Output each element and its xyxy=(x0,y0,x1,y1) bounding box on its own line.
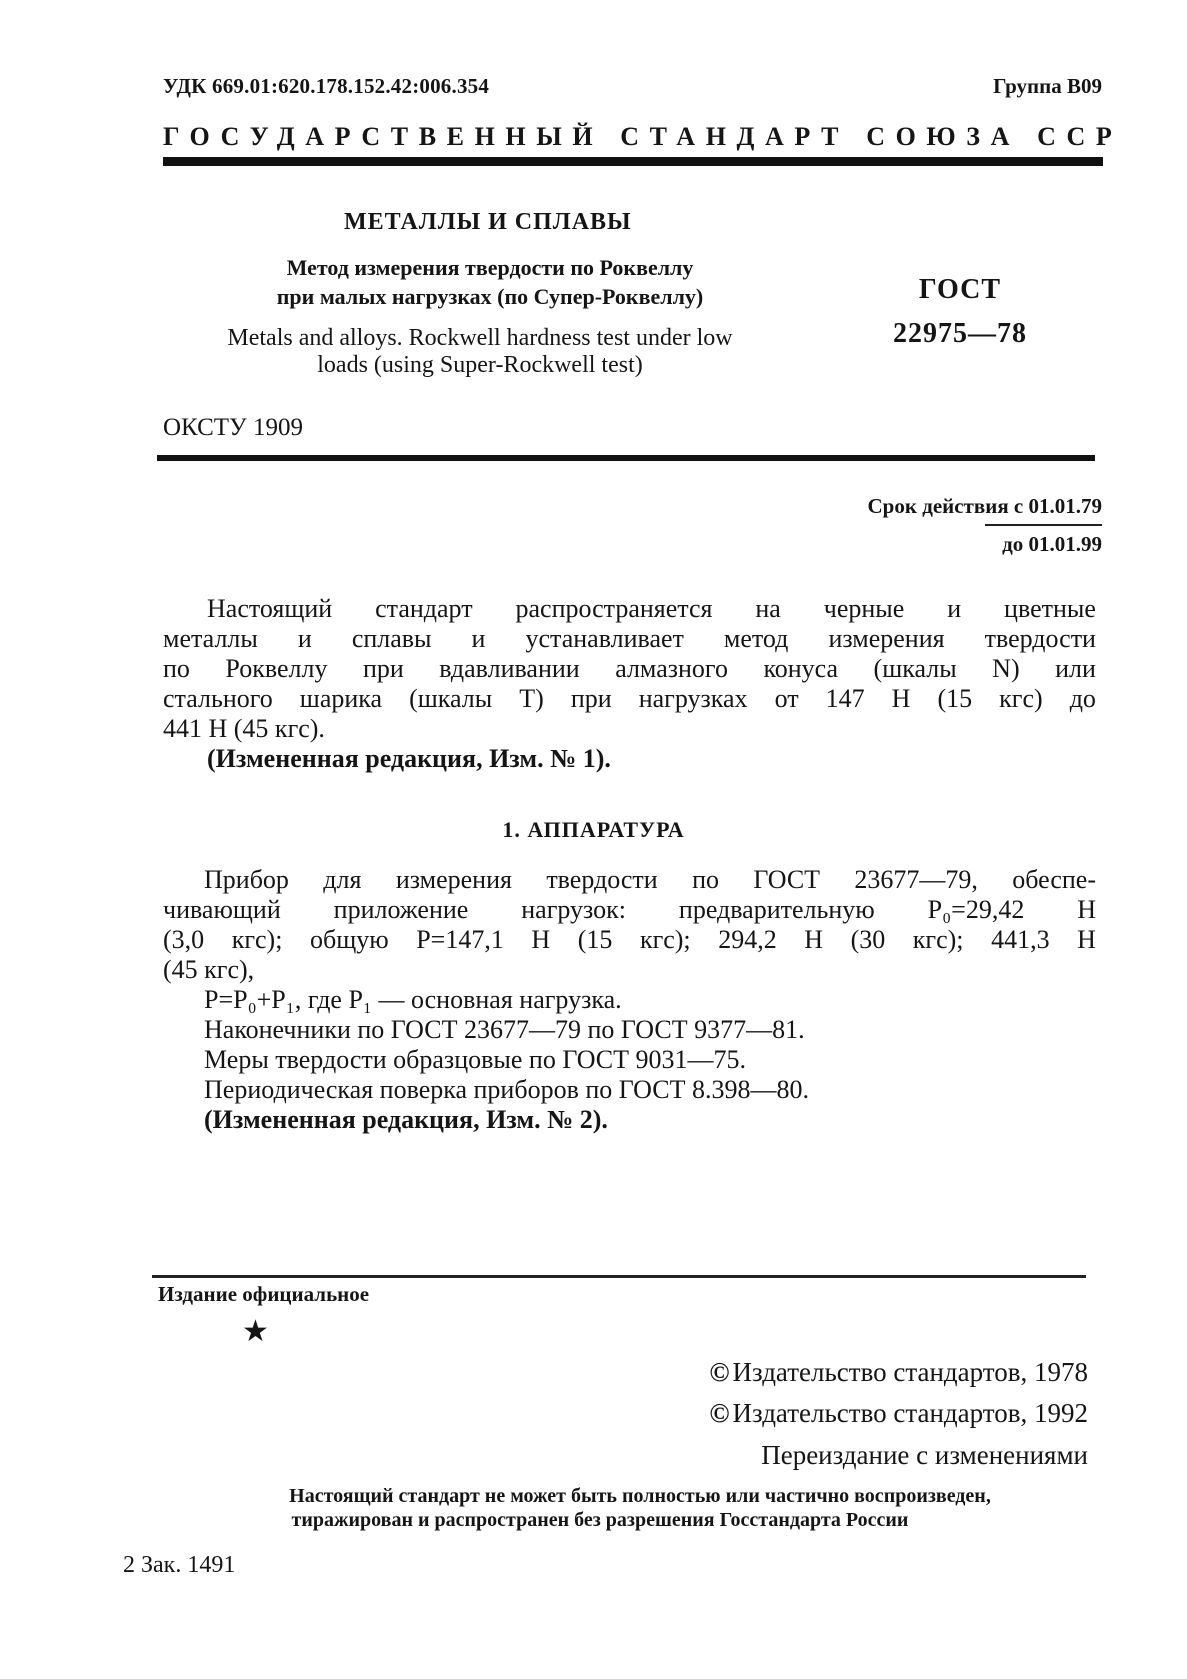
reprint-note: Переиздание с изменениями xyxy=(761,1440,1088,1470)
group-code: Группа В09 xyxy=(993,74,1102,98)
subtitle-line-1: Метод измерения твердости по Роквеллу xyxy=(286,255,694,280)
verification-reference: Периодическая поверка приборов по ГОСТ 8.398—80. xyxy=(204,1075,809,1104)
star-icon: ★ xyxy=(242,1315,269,1348)
gost-label: ГОСТ xyxy=(918,274,1002,305)
section-line-4: (45 кгс), xyxy=(163,955,255,984)
copyright-1992 xyxy=(709,1398,1088,1429)
copyright-notice-line-1: Настоящий стандарт не может быть полностью или частично воспроизведен, xyxy=(289,1485,991,1507)
word: Н xyxy=(1077,895,1096,924)
word: (30 xyxy=(850,925,886,954)
document-title: МЕТАЛЛЫ И СПЛАВЫ xyxy=(344,209,632,235)
word: Настоящий xyxy=(207,594,333,623)
word: Р=147,1 xyxy=(416,925,504,954)
word: Р₀=29,42 xyxy=(927,895,1025,924)
state-standard-heading: ГОСУДАРСТВЕННЫЙ СТАНДАРТ СОЮЗА ССР xyxy=(163,122,1123,151)
tips-reference: Наконечники по ГОСТ 23677—79 по ГОСТ 9377—81. xyxy=(204,1015,805,1044)
word: кгс); xyxy=(231,925,283,954)
word: Н xyxy=(891,684,911,713)
word: распространяется xyxy=(515,594,713,623)
word: Т) xyxy=(519,684,544,713)
intro-line-1 xyxy=(163,594,1096,624)
word: алмазного xyxy=(615,654,728,683)
word: по xyxy=(692,865,719,894)
section-line-3 xyxy=(163,925,1096,955)
copyright-text-1978: Издательство стандартов, 1978 xyxy=(732,1357,1088,1387)
word: цветные xyxy=(1004,594,1096,623)
word: для xyxy=(323,865,362,894)
word: обеспе- xyxy=(1012,865,1096,894)
word: кгс); xyxy=(639,925,691,954)
title-rule xyxy=(157,455,1095,461)
intro-paragraph xyxy=(163,594,1096,774)
amendment-1: (Измененная редакция, Изм. № 1). xyxy=(207,744,611,773)
word: кгс) xyxy=(999,684,1043,713)
copyright-icon: © xyxy=(709,1357,730,1387)
word: (шкалы xyxy=(873,654,957,683)
word: устанавливает xyxy=(525,624,684,653)
word: до xyxy=(1069,684,1096,713)
word: предварительную xyxy=(678,895,875,924)
official-edition: Издание официальное xyxy=(158,1282,370,1306)
intro-line-5: 441 Н (45 кгс). xyxy=(163,714,325,743)
word: измерения xyxy=(828,624,945,653)
word: приложение xyxy=(333,895,469,924)
section-line-2 xyxy=(163,895,1096,925)
word: 147 xyxy=(825,684,865,713)
word: при xyxy=(570,684,612,713)
word: чивающий xyxy=(163,895,281,924)
validity-underline xyxy=(985,524,1102,526)
word: и xyxy=(297,624,312,653)
load-formula: Р=Р₀+Р₁, где Р₁ — основная нагрузка. xyxy=(204,985,622,1014)
word: нагрузок: xyxy=(521,895,626,924)
word: Н xyxy=(804,925,824,954)
section-1-body xyxy=(163,865,1096,1135)
word: 441,3 xyxy=(991,925,1050,954)
word: нагрузках xyxy=(638,684,748,713)
word: металлы xyxy=(163,624,258,653)
intro-line-4 xyxy=(163,684,1096,714)
word: и xyxy=(947,594,962,623)
word: общую xyxy=(309,925,389,954)
copyright-text-1992: Издательство стандартов, 1992 xyxy=(732,1398,1088,1428)
word: и xyxy=(471,624,486,653)
word: твердости xyxy=(546,865,658,894)
word: на xyxy=(755,594,781,623)
subtitle-line-2: при малых нагрузках (по Супер-Роквеллу) xyxy=(276,284,704,309)
word: (15 xyxy=(577,925,613,954)
word: Н xyxy=(1077,925,1096,954)
word: метод xyxy=(723,624,789,653)
measures-reference: Меры твердости образцовые по ГОСТ 9031—75. xyxy=(204,1045,747,1074)
copyright-notice-line-2: тиражирован и распространен без разрешения Госстандарта России xyxy=(291,1509,909,1531)
word: измерения xyxy=(395,865,512,894)
word: по xyxy=(163,654,190,683)
validity-to: до 01.01.99 xyxy=(1002,532,1102,556)
order-number: 2 Зак. 1491 xyxy=(123,1552,236,1578)
word: сплавы xyxy=(351,624,432,653)
gost-number: 22975—78 xyxy=(893,318,1027,349)
word: ГОСТ xyxy=(753,865,821,894)
word: 23677—79, xyxy=(854,865,978,894)
intro-line-3 xyxy=(163,654,1096,684)
word: (15 xyxy=(937,684,973,713)
word: (3,0 xyxy=(163,925,205,954)
word: от xyxy=(774,684,799,713)
word: вдавливании xyxy=(439,654,580,683)
word: N) xyxy=(992,654,1020,683)
amendment-2: (Измененная редакция, Изм. № 2). xyxy=(204,1105,608,1134)
header-rule xyxy=(163,157,1103,166)
copyright-1978 xyxy=(709,1357,1088,1388)
word: при xyxy=(362,654,404,683)
word: Н xyxy=(531,925,551,954)
copyright-icon: © xyxy=(709,1398,730,1428)
english-title-line-2: loads (using Super-Rockwell test) xyxy=(317,352,643,378)
word: черные xyxy=(823,594,905,623)
word: шарика xyxy=(299,684,383,713)
section-line-1 xyxy=(163,865,1096,895)
udk-code: УДК 669.01:620.178.152.42:006.354 xyxy=(163,74,490,98)
word: стандарт xyxy=(375,594,473,623)
word: 294,2 xyxy=(718,925,777,954)
word: конуса xyxy=(763,654,839,683)
footer-rule xyxy=(152,1275,1086,1278)
intro-line-2 xyxy=(163,624,1096,654)
word: Прибор xyxy=(204,865,289,894)
english-title-line-1: Metals and alloys. Rockwell hardness test under low xyxy=(227,325,733,351)
word: (шкалы xyxy=(409,684,493,713)
word: твердости xyxy=(984,624,1096,653)
word: или xyxy=(1055,654,1096,683)
word: кгс); xyxy=(912,925,964,954)
okstu-code: ОКСТУ 1909 xyxy=(163,414,304,441)
validity-from: Срок действия с 01.01.79 xyxy=(867,494,1102,518)
section-heading: 1. АППАРАТУРА xyxy=(502,817,685,842)
word: стального xyxy=(163,684,273,713)
word: Роквеллу xyxy=(225,654,328,683)
